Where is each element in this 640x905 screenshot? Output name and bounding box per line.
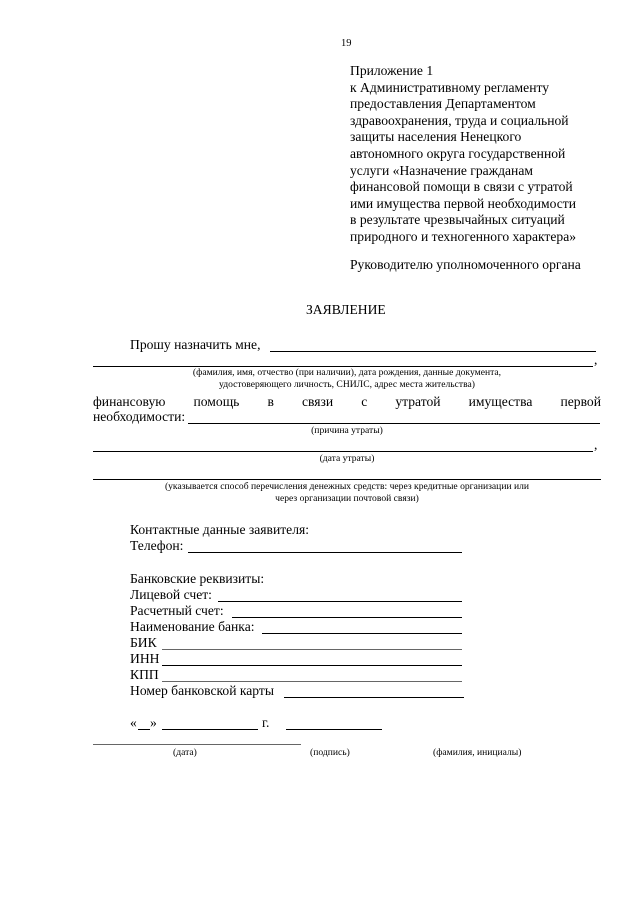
appendix-line: Приложение 1 [350, 63, 434, 78]
appendix-line: природного и техногенного характера» [350, 228, 577, 244]
sig-date-label: (дата) [173, 747, 197, 758]
addressee: Руководителю уполномоченного органа [350, 257, 581, 272]
comma-2: , [594, 437, 598, 452]
bank-label-settlement: Расчетный счет: [130, 603, 224, 618]
appendix-line: в результате чрезвычайных ситуаций [350, 212, 565, 228]
signature-line[interactable] [93, 744, 301, 745]
bank-label-bik: БИК [130, 635, 157, 650]
date-loss-line[interactable] [93, 451, 593, 452]
document-title: ЗАЯВЛЕНИЕ [306, 302, 386, 317]
transfer-method-line[interactable] [93, 479, 601, 480]
comma: , [594, 352, 598, 367]
bank-field-card[interactable] [284, 697, 464, 698]
bank-field-account[interactable] [218, 601, 462, 602]
appendix-line: финансовой помощи в связи с утратой [350, 179, 573, 195]
bank-field-kpp[interactable] [162, 681, 462, 682]
hint-transfer-2: через организации почтовой связи) [275, 493, 419, 504]
date-year-suffix: г. [262, 715, 270, 730]
appendix-line: предоставления Департаментом [350, 96, 536, 112]
hint-reason: (причина утраты) [311, 425, 383, 436]
request-prefix: Прошу назначить мне, [130, 337, 261, 352]
justified-word: в [267, 394, 274, 409]
date-extra-field[interactable] [286, 729, 382, 730]
bank-label-name: Наименование банка: [130, 619, 255, 634]
reason-field-line[interactable] [188, 423, 600, 424]
justified-word: помощь [193, 394, 240, 409]
justified-word: имущества [468, 394, 533, 409]
phone-field-line[interactable] [188, 552, 462, 553]
financial-help-line [93, 394, 601, 410]
sig-sign-label: (подпись) [310, 747, 350, 758]
contacts-heading: Контактные данные заявителя: [130, 522, 310, 537]
bank-label-inn: ИНН [130, 651, 160, 666]
justified-word: связи [301, 394, 334, 409]
hint-person-1: (фамилия, имя, отчество (при наличии), дата рождения, данные документа, [192, 367, 502, 378]
appendix-line: ими имущества первой необходимости [350, 195, 576, 211]
name-field-line[interactable] [270, 351, 596, 352]
hint-date-loss: (дата утраты) [319, 453, 375, 464]
appendix-line: здравоохранения, труда и социальной [350, 112, 569, 128]
hint-person-2: удостоверяющего личность, СНИЛС, адрес места жительства) [219, 379, 475, 390]
justified-word: первой [560, 394, 601, 409]
bank-field-inn[interactable] [162, 665, 462, 666]
bank-field-name[interactable] [262, 633, 462, 634]
date-open-quote: « [130, 715, 137, 730]
sig-name-label: (фамилия, инициалы) [433, 747, 522, 758]
appendix-block [350, 63, 576, 246]
bank-label-account: Лицевой счет: [130, 587, 212, 602]
appendix-line: услуги «Назначение гражданам [350, 162, 533, 178]
bank-heading: Банковские реквизиты: [130, 571, 265, 586]
bank-field-bik[interactable] [162, 649, 462, 650]
bank-label-card: Номер банковской карты [130, 683, 275, 698]
appendix-line: защиты населения Ненецкого [350, 129, 522, 145]
justified-word: финансовую [93, 394, 166, 409]
page-number: 19 [341, 38, 352, 49]
date-month-field[interactable] [162, 729, 258, 730]
date-day-field[interactable] [138, 729, 150, 730]
bank-label-kpp: КПП [130, 667, 159, 682]
appendix-line: к Административному регламенту [350, 79, 550, 95]
date-close-quote: » [150, 715, 157, 730]
hint-transfer-1: (указывается способ перечисления денежных средств: через кредитные организации или [164, 481, 530, 492]
bank-field-settlement[interactable] [232, 617, 462, 618]
justified-word: с [361, 394, 368, 409]
appendix-line: автономного округа государственной [350, 145, 566, 161]
necessity-prefix: необходимости: [93, 409, 186, 424]
justified-word: утратой [395, 394, 441, 409]
phone-label: Телефон: [130, 538, 184, 553]
